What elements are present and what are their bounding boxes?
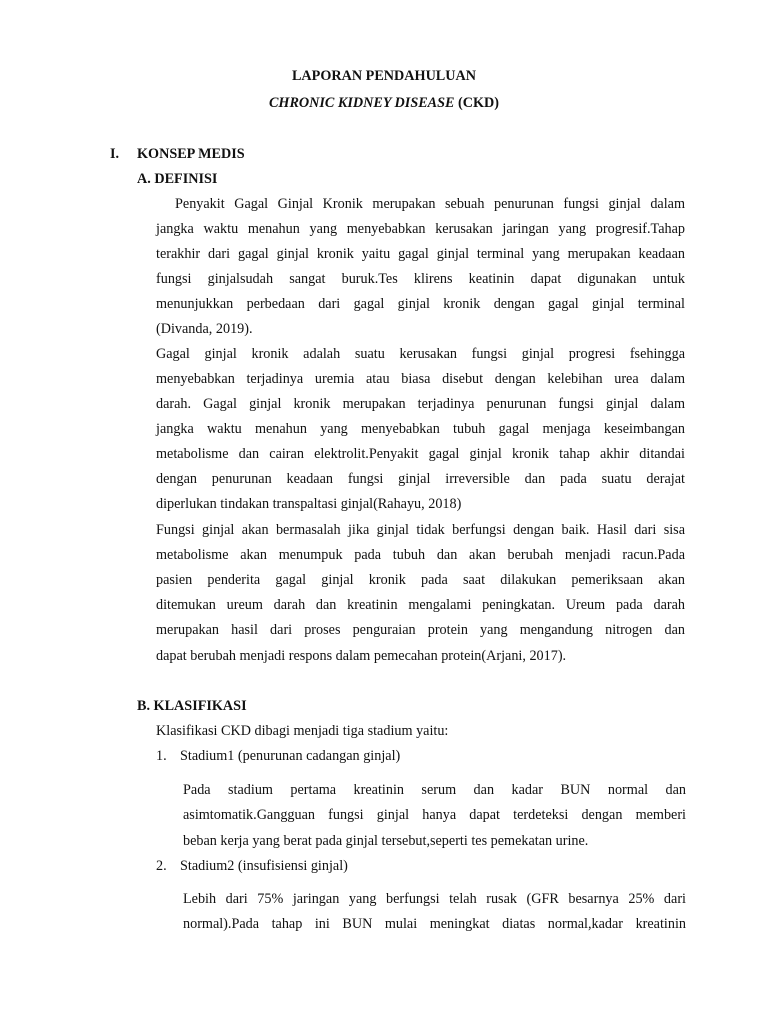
- list-item-number: 2.: [156, 858, 167, 874]
- definisi-line: Gagal ginjal kronik adalah suatu kerusakan fungsi ginjal progresi fsehingga: [156, 346, 685, 362]
- definisi-line: menyebabkan terjadinya uremia atau biasa disebut dengan kelebihan urea dalam: [156, 371, 685, 387]
- section-heading: KONSEP MEDIS: [137, 146, 245, 162]
- subsection-heading-klasifikasi: B. KLASIFIKASI: [137, 698, 247, 714]
- definisi-line: dengan penurunan keadaan fungsi ginjal irreversible dan pada suatu derajat: [156, 471, 685, 487]
- list-item-title: Stadium2 (insufisiensi ginjal): [180, 858, 348, 874]
- definisi-line: metabolisme dan cairan elektrolit.Penyakit gagal ginjal kronik tahap akhir ditandai: [156, 446, 685, 462]
- stadium-line: asimtomatik.Gangguan fungsi ginjal hanya dapat terdeteksi dengan memberi: [183, 807, 686, 823]
- report-title: LAPORAN PENDAHULUAN: [291, 68, 477, 84]
- list-item-number: 1.: [156, 748, 167, 764]
- stadium-line: beban kerja yang berat pada ginjal tersebut,seperti tes pemekatan urine.: [183, 833, 589, 849]
- definisi-line: dapat berubah menjadi respons dalam pemecahan protein(Arjani, 2017).: [156, 648, 567, 664]
- definisi-line: darah. Gagal ginjal kronik merupakan terjadinya penurunan fungsi ginjal dalam: [156, 396, 685, 412]
- list-item-title: Stadium1 (penurunan cadangan ginjal): [180, 748, 401, 764]
- report-subtitle: [0, 94, 768, 112]
- definisi-line: jangka waktu menahun yang menyebabkan kerusakan jaringan yang progresif.Tahap: [156, 221, 685, 237]
- definisi-line: diperlukan tindakan transpaltasi ginjal(Rahayu, 2018): [156, 496, 462, 512]
- stadium-line: normal).Pada tahap ini BUN mulai meningkat diatas normal,kadar kreatinin: [183, 916, 686, 932]
- stadium-line: Lebih dari 75% jaringan yang berfungsi telah rusak (GFR besarnya 25% dari: [183, 891, 686, 907]
- definisi-line: terakhir dari gagal ginjal kronik yaitu gagal ginjal terminal yang merupakan keadaan: [156, 246, 685, 262]
- definisi-line: jangka waktu menahun yang menyebabkan tubuh gagal menjaga keseimbangan: [156, 421, 685, 437]
- definisi-line: Fungsi ginjal akan bermasalah jika ginjal tidak berfungsi dengan baik. Hasil dari sisa: [156, 522, 685, 538]
- definisi-line: merupakan hasil dari proses penguraian protein yang mengandung nitrogen dan: [156, 622, 685, 638]
- subsection-heading-definisi: A. DEFINISI: [137, 171, 218, 187]
- subtitle-abbrev: (CKD): [454, 95, 500, 111]
- section-numeral: I.: [110, 146, 120, 162]
- stadium-line: Pada stadium pertama kreatinin serum dan kadar BUN normal dan: [183, 782, 686, 798]
- definisi-line: ditemukan ureum darah dan kreatinin mengalami peningkatan. Ureum pada darah: [156, 597, 685, 613]
- definisi-line: pasien penderita gagal ginjal kronik pada saat dilakukan pemeriksaan akan: [156, 572, 685, 588]
- definisi-line: menunjukkan perbedaan dari gagal ginjal kronik dengan gagal ginjal terminal: [156, 296, 685, 312]
- definisi-line: Penyakit Gagal Ginjal Kronik merupakan sebuah penurunan fungsi ginjal dalam: [175, 196, 685, 212]
- klasifikasi-intro: Klasifikasi CKD dibagi menjadi tiga stadium yaitu:: [156, 723, 449, 739]
- definisi-line: (Divanda, 2019).: [156, 321, 253, 337]
- subtitle-italic: CHRONIC KIDNEY DISEASE: [268, 95, 455, 111]
- definisi-line: metabolisme akan menumpuk pada tubuh dan akan berubah menjadi racun.Pada: [156, 547, 685, 563]
- definisi-line: fungsi ginjalsudah sangat buruk.Tes klirens keatinin dapat digunakan untuk: [156, 271, 685, 287]
